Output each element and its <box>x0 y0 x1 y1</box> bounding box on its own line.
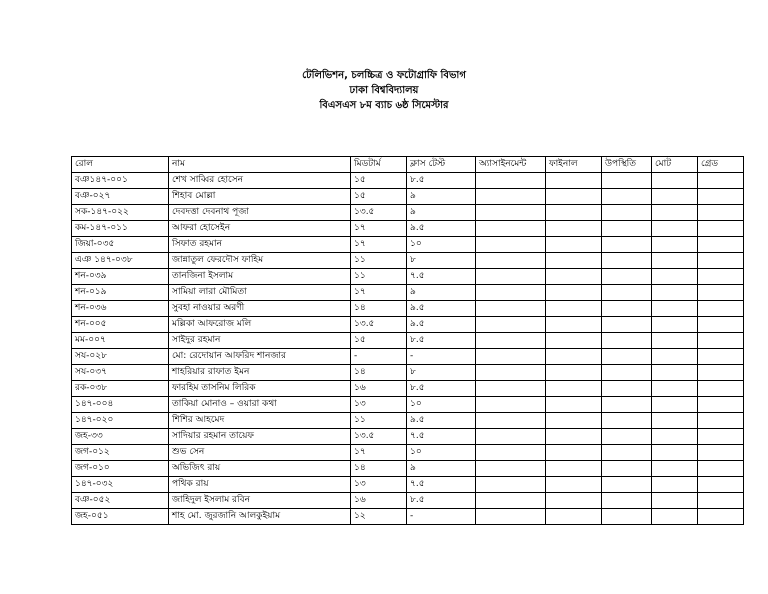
total-cell <box>652 269 698 285</box>
total-cell <box>652 445 698 461</box>
assignment-cell <box>476 397 546 413</box>
class-test-cell: ৮.৫ <box>407 493 476 509</box>
midterm-cell: ১৩ <box>351 397 407 413</box>
assignment-cell <box>476 413 546 429</box>
column-header-assignment: অ্যাসাইনমেন্ট <box>476 157 546 173</box>
total-cell <box>652 237 698 253</box>
table-body <box>72 173 744 525</box>
grade-cell <box>698 269 744 285</box>
final-cell <box>546 397 602 413</box>
table-row <box>72 189 744 205</box>
roll-cell: এঞ ১৪৭-০৩৮ <box>72 253 169 269</box>
class-test-cell: ৮.৫ <box>407 173 476 189</box>
assignment-cell <box>476 221 546 237</box>
table-row <box>72 269 744 285</box>
grade-cell <box>698 189 744 205</box>
table-row <box>72 317 744 333</box>
table-row <box>72 349 744 365</box>
attendance-cell <box>602 413 652 429</box>
total-cell <box>652 253 698 269</box>
total-cell <box>652 477 698 493</box>
roll-cell: শন-০৩৬ <box>72 301 169 317</box>
grade-cell <box>698 237 744 253</box>
grade-cell <box>698 349 744 365</box>
class-test-cell: ৯.৫ <box>407 301 476 317</box>
column-header-name: নাম <box>169 157 351 173</box>
final-cell <box>546 189 602 205</box>
midterm-cell: ১৭ <box>351 237 407 253</box>
class-test-cell: - <box>407 509 476 525</box>
assignment-cell <box>476 477 546 493</box>
assignment-cell <box>476 365 546 381</box>
final-cell <box>546 445 602 461</box>
name-cell: মো: রেদোয়ান আফরিদ শানজার <box>169 349 351 365</box>
attendance-cell <box>602 221 652 237</box>
total-cell <box>652 221 698 237</box>
name-cell: শিশির আহমেদ <box>169 413 351 429</box>
grade-cell <box>698 429 744 445</box>
name-cell: জাহিদুল ইসলাম রবিন <box>169 493 351 509</box>
grade-cell <box>698 205 744 221</box>
midterm-cell: ১১ <box>351 269 407 285</box>
final-cell <box>546 173 602 189</box>
class-test-cell: ৯ <box>407 461 476 477</box>
midterm-cell: ১৬ <box>351 493 407 509</box>
roll-cell: সয-০২৮ <box>72 349 169 365</box>
grade-cell <box>698 173 744 189</box>
column-header-attendance: উপস্থিতি <box>602 157 652 173</box>
attendance-cell <box>602 205 652 221</box>
table-row <box>72 237 744 253</box>
total-cell <box>652 333 698 349</box>
class-test-cell: ১০ <box>407 445 476 461</box>
grade-cell <box>698 477 744 493</box>
total-cell <box>652 397 698 413</box>
class-test-cell: ৯ <box>407 285 476 301</box>
roll-cell: মম-০০৭ <box>72 333 169 349</box>
roll-cell: শন-০৩৯ <box>72 269 169 285</box>
attendance-cell <box>602 509 652 525</box>
table-row <box>72 365 744 381</box>
university-title: ঢাকা বিশ্ববিদ্যালয় <box>349 85 419 96</box>
roll-cell: ১৪৭-০০৪ <box>72 397 169 413</box>
midterm-cell: ১১ <box>351 413 407 429</box>
attendance-cell <box>602 285 652 301</box>
final-cell <box>546 477 602 493</box>
assignment-cell <box>476 509 546 525</box>
midterm-cell: ১৬ <box>351 381 407 397</box>
final-cell <box>546 381 602 397</box>
roll-cell: ১৪৭-০৩২ <box>72 477 169 493</box>
column-header-midterm: মিডটার্ম <box>351 157 407 173</box>
attendance-cell <box>602 365 652 381</box>
assignment-cell <box>476 429 546 445</box>
grade-cell <box>698 461 744 477</box>
name-cell: জান্নাতুল ফেরদৌস ফাহিম <box>169 253 351 269</box>
name-cell: পথিক রায় <box>169 477 351 493</box>
batch-title: বিএসএস ৮ম ব্যাচ ৬ষ্ঠ সিমেস্টার <box>319 100 449 111</box>
class-test-cell: ৯.৫ <box>407 221 476 237</box>
grade-cell <box>698 397 744 413</box>
name-cell: তাকিয়া মোনাও – ওয়ারা কথা <box>169 397 351 413</box>
table-row <box>72 429 744 445</box>
final-cell <box>546 333 602 349</box>
total-cell <box>652 493 698 509</box>
assignment-cell <box>476 445 546 461</box>
table-row <box>72 173 744 189</box>
department-title: টেলিভিশন, চলচ্চিত্র ও ফটোগ্রাফি বিভাগ <box>302 70 466 81</box>
grade-cell <box>698 445 744 461</box>
grade-cell <box>698 333 744 349</box>
roll-cell: জগ-০১২ <box>72 445 169 461</box>
roll-cell: বঞ-০২৭ <box>72 189 169 205</box>
final-cell <box>546 237 602 253</box>
midterm-cell: ১১ <box>351 253 407 269</box>
assignment-cell <box>476 333 546 349</box>
grade-cell <box>698 253 744 269</box>
total-cell <box>652 429 698 445</box>
assignment-cell <box>476 285 546 301</box>
midterm-cell: ১৭ <box>351 445 407 461</box>
total-cell <box>652 461 698 477</box>
total-cell <box>652 173 698 189</box>
table-row <box>72 381 744 397</box>
name-cell: সাদিয়ার রহমান তায়েফ <box>169 429 351 445</box>
table-row <box>72 205 744 221</box>
column-header-grade: গ্রেড <box>698 157 744 173</box>
table-row <box>72 397 744 413</box>
attendance-cell <box>602 189 652 205</box>
roll-cell: জিয়া-০৩৫ <box>72 237 169 253</box>
class-test-cell: ৮.৫ <box>407 381 476 397</box>
class-test-cell: ৯ <box>407 189 476 205</box>
document-header <box>0 68 768 113</box>
final-cell <box>546 205 602 221</box>
midterm-cell: ১৫ <box>351 333 407 349</box>
class-test-cell: ৭.৫ <box>407 269 476 285</box>
attendance-cell <box>602 301 652 317</box>
final-cell <box>546 365 602 381</box>
table-row <box>72 301 744 317</box>
class-test-cell: ১০ <box>407 237 476 253</box>
class-test-cell: ৮ <box>407 253 476 269</box>
name-cell: সিফাত রহমান <box>169 237 351 253</box>
name-cell: শাহরিয়ার রাফাত ইমন <box>169 365 351 381</box>
column-header-total: মোট <box>652 157 698 173</box>
attendance-cell <box>602 333 652 349</box>
class-test-cell: ৮ <box>407 365 476 381</box>
final-cell <box>546 509 602 525</box>
final-cell <box>546 493 602 509</box>
class-test-cell: ৯.৫ <box>407 317 476 333</box>
table-row <box>72 445 744 461</box>
midterm-cell: ১৩ <box>351 477 407 493</box>
final-cell <box>546 253 602 269</box>
roll-cell: রক-০৩৮ <box>72 381 169 397</box>
attendance-cell <box>602 445 652 461</box>
assignment-cell <box>476 461 546 477</box>
total-cell <box>652 381 698 397</box>
roll-cell: সয-০৩৭ <box>72 365 169 381</box>
name-cell: শিহাব মোল্লা <box>169 189 351 205</box>
roll-cell: বঞ-০৫২ <box>72 493 169 509</box>
name-cell: সাইদুর রহমান <box>169 333 351 349</box>
midterm-cell: ১২ <box>351 509 407 525</box>
roll-cell: কম-১৪৭-০১১ <box>72 221 169 237</box>
column-header-final: ফাইনাল <box>546 157 602 173</box>
name-cell: তানজিনা ইসলাম <box>169 269 351 285</box>
grade-cell <box>698 365 744 381</box>
table-row <box>72 477 744 493</box>
final-cell <box>546 285 602 301</box>
roll-cell: জগ-০১০ <box>72 461 169 477</box>
grade-cell <box>698 285 744 301</box>
class-test-cell: ১০ <box>407 397 476 413</box>
midterm-cell: ১৩.৫ <box>351 317 407 333</box>
attendance-cell <box>602 317 652 333</box>
roll-cell: বঞ১৪৭-০০১ <box>72 173 169 189</box>
total-cell <box>652 301 698 317</box>
final-cell <box>546 429 602 445</box>
grade-cell <box>698 509 744 525</box>
roll-cell: সক-১৪৭-০২২ <box>72 205 169 221</box>
class-test-cell: ৯.৫ <box>407 413 476 429</box>
attendance-cell <box>602 173 652 189</box>
attendance-cell <box>602 381 652 397</box>
midterm-cell: ১৪ <box>351 461 407 477</box>
total-cell <box>652 205 698 221</box>
roll-cell: শন-০১৯ <box>72 285 169 301</box>
assignment-cell <box>476 173 546 189</box>
total-cell <box>652 349 698 365</box>
name-cell: সুবহা নাওয়ার অরণী <box>169 301 351 317</box>
roll-cell: জহ-০৫১ <box>72 509 169 525</box>
class-test-cell: ৭.৫ <box>407 477 476 493</box>
midterm-cell: ১৫ <box>351 189 407 205</box>
total-cell <box>652 317 698 333</box>
final-cell <box>546 413 602 429</box>
midterm-cell: ১৭ <box>351 285 407 301</box>
attendance-cell <box>602 349 652 365</box>
grade-cell <box>698 413 744 429</box>
final-cell <box>546 349 602 365</box>
roll-cell: জহ-৩৩ <box>72 429 169 445</box>
grade-cell <box>698 221 744 237</box>
grade-cell <box>698 381 744 397</box>
final-cell <box>546 317 602 333</box>
name-cell: শেখ সাব্বির হোসেন <box>169 173 351 189</box>
class-test-cell: ৮.৫ <box>407 333 476 349</box>
name-cell: শুভ সেন <box>169 445 351 461</box>
assignment-cell <box>476 205 546 221</box>
attendance-cell <box>602 493 652 509</box>
table-row <box>72 285 744 301</box>
attendance-cell <box>602 397 652 413</box>
name-cell: শাহ মো. জুরজানি আলকুইয়াম <box>169 509 351 525</box>
attendance-cell <box>602 237 652 253</box>
table-row <box>72 253 744 269</box>
grade-cell <box>698 317 744 333</box>
attendance-cell <box>602 269 652 285</box>
assignment-cell <box>476 301 546 317</box>
assignment-cell <box>476 349 546 365</box>
table-row <box>72 221 744 237</box>
table-header-row <box>72 157 744 173</box>
attendance-cell <box>602 429 652 445</box>
final-cell <box>546 221 602 237</box>
table-row <box>72 413 744 429</box>
roll-cell: শন-০০৫ <box>72 317 169 333</box>
total-cell <box>652 413 698 429</box>
midterm-cell: ১৩.৫ <box>351 205 407 221</box>
name-cell: দেবদত্তা দেবনাথ পূজা <box>169 205 351 221</box>
final-cell <box>546 269 602 285</box>
midterm-cell: - <box>351 349 407 365</box>
table-row <box>72 461 744 477</box>
name-cell: ফারহিম তাসনিম লিরিক <box>169 381 351 397</box>
assignment-cell <box>476 269 546 285</box>
attendance-cell <box>602 461 652 477</box>
total-cell <box>652 285 698 301</box>
midterm-cell: ১৫ <box>351 173 407 189</box>
column-header-class-test: ক্লাস টেস্ট <box>407 157 476 173</box>
assignment-cell <box>476 189 546 205</box>
midterm-cell: ১৪ <box>351 301 407 317</box>
midterm-cell: ১৩.৫ <box>351 429 407 445</box>
name-cell: সামিয়া লারা মৌমিতা <box>169 285 351 301</box>
midterm-cell: ১৭ <box>351 221 407 237</box>
assignment-cell <box>476 253 546 269</box>
final-cell <box>546 301 602 317</box>
assignment-cell <box>476 381 546 397</box>
name-cell: মল্লিকা আফরোজ মলি <box>169 317 351 333</box>
class-test-cell: ৭.৫ <box>407 429 476 445</box>
attendance-cell <box>602 253 652 269</box>
final-cell <box>546 461 602 477</box>
attendance-cell <box>602 477 652 493</box>
name-cell: আফরা হোসেইন <box>169 221 351 237</box>
assignment-cell <box>476 493 546 509</box>
assignment-cell <box>476 317 546 333</box>
total-cell <box>652 189 698 205</box>
table-row <box>72 493 744 509</box>
column-header-roll: রোল <box>72 157 169 173</box>
table-row <box>72 333 744 349</box>
result-table <box>71 156 744 525</box>
assignment-cell <box>476 237 546 253</box>
class-test-cell: - <box>407 349 476 365</box>
total-cell <box>652 509 698 525</box>
name-cell: অভিজিৎ রায় <box>169 461 351 477</box>
total-cell <box>652 365 698 381</box>
roll-cell: ১৪৭-০২০ <box>72 413 169 429</box>
midterm-cell: ১৪ <box>351 365 407 381</box>
grade-cell <box>698 301 744 317</box>
table-row <box>72 509 744 525</box>
grade-cell <box>698 493 744 509</box>
class-test-cell: ৯ <box>407 205 476 221</box>
